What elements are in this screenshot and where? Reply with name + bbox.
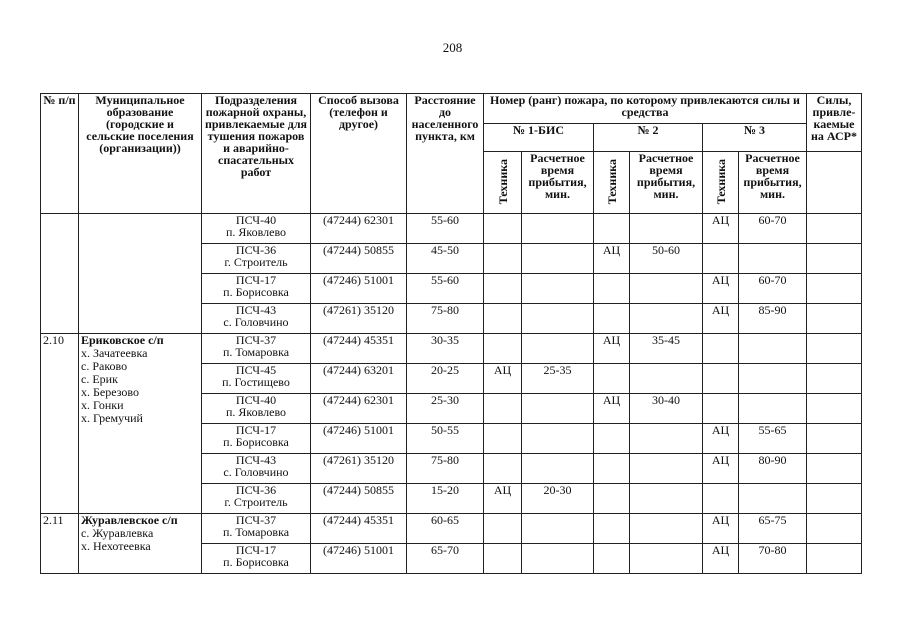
unit-name: ПСЧ-17 bbox=[235, 543, 277, 557]
arrival-1-cell bbox=[522, 454, 594, 484]
tech-2-cell bbox=[594, 454, 630, 484]
arrival-2-cell bbox=[630, 274, 703, 304]
unit-cell bbox=[202, 214, 311, 244]
header-asr-blank bbox=[807, 152, 862, 214]
unit-name: ПСЧ-40 bbox=[235, 213, 277, 227]
unit-cell bbox=[202, 304, 311, 334]
arrival-3-cell: 70-80 bbox=[739, 544, 807, 574]
distance-cell: 75-80 bbox=[407, 304, 484, 334]
tech-2-cell: АЦ bbox=[594, 334, 630, 364]
header-tech-3: Техника bbox=[703, 152, 739, 214]
row-number: 2.11 bbox=[41, 514, 79, 574]
unit-cell bbox=[202, 334, 311, 364]
tech-3-cell: АЦ bbox=[703, 544, 739, 574]
tech-1-cell bbox=[484, 514, 522, 544]
arrival-2-cell bbox=[630, 544, 703, 574]
phone-cell: (47261) 35120 bbox=[311, 454, 407, 484]
tech-2-cell bbox=[594, 364, 630, 394]
unit-location: п. Борисовка bbox=[223, 285, 289, 299]
distance-cell: 55-60 bbox=[407, 274, 484, 304]
distance-cell: 50-55 bbox=[407, 424, 484, 454]
tech-2-cell bbox=[594, 214, 630, 244]
unit-location: п. Томаровка bbox=[222, 525, 290, 539]
arrival-3-cell: 55-65 bbox=[739, 424, 807, 454]
phone-cell: (47244) 62301 bbox=[311, 214, 407, 244]
unit-name: ПСЧ-43 bbox=[235, 453, 277, 467]
arrival-2-cell: 35-45 bbox=[630, 334, 703, 364]
arrival-3-cell bbox=[739, 394, 807, 424]
asr-cell bbox=[807, 364, 862, 394]
distance-cell: 15-20 bbox=[407, 484, 484, 514]
arrival-2-cell: 50-60 bbox=[630, 244, 703, 274]
unit-cell bbox=[202, 544, 311, 574]
unit-cell bbox=[202, 394, 311, 424]
tech-3-cell bbox=[703, 364, 739, 394]
tech-1-cell bbox=[484, 454, 522, 484]
unit-cell bbox=[202, 484, 311, 514]
header-rank: Номер (ранг) пожара, по которому привлекаются силы и средства bbox=[484, 94, 807, 124]
settlement-name: х. Нехотеевка bbox=[81, 539, 151, 553]
tech-3-cell: АЦ bbox=[703, 424, 739, 454]
phone-cell: (47244) 50855 bbox=[311, 484, 407, 514]
settlement-name: х. Березово bbox=[81, 385, 139, 399]
arrival-2-cell bbox=[630, 454, 703, 484]
municipal-cell bbox=[79, 334, 202, 514]
tech-3-cell bbox=[703, 484, 739, 514]
tech-2-cell: АЦ bbox=[594, 394, 630, 424]
header-arrival-3: Расчетное время прибытия, мин. bbox=[739, 152, 807, 214]
arrival-1-cell bbox=[522, 244, 594, 274]
unit-name: ПСЧ-43 bbox=[235, 303, 277, 317]
municipal-cell bbox=[79, 214, 202, 334]
tech-2-cell bbox=[594, 544, 630, 574]
header-tech-1: Техника bbox=[484, 152, 522, 214]
arrival-3-cell: 60-70 bbox=[739, 214, 807, 244]
arrival-2-cell bbox=[630, 214, 703, 244]
tech-2-cell bbox=[594, 514, 630, 544]
table-row bbox=[41, 514, 862, 544]
arrival-3-cell bbox=[739, 364, 807, 394]
arrival-1-cell bbox=[522, 274, 594, 304]
arrival-2-cell: 30-40 bbox=[630, 394, 703, 424]
arrival-1-cell bbox=[522, 394, 594, 424]
arrival-3-cell: 80-90 bbox=[739, 454, 807, 484]
tech-2-cell bbox=[594, 484, 630, 514]
tech-1-cell bbox=[484, 214, 522, 244]
header-units: Подразделения пожарной охраны, привлекаемые для тушения пожаров и аварийно-спасательных работ bbox=[202, 94, 311, 214]
unit-location: п. Томаровка bbox=[222, 345, 290, 359]
tech-2-cell bbox=[594, 304, 630, 334]
fire-resources-table bbox=[40, 93, 862, 574]
distance-cell: 60-65 bbox=[407, 514, 484, 544]
distance-cell: 65-70 bbox=[407, 544, 484, 574]
unit-name: ПСЧ-17 bbox=[235, 273, 277, 287]
phone-cell: (47246) 51001 bbox=[311, 424, 407, 454]
header-tech-2: Техника bbox=[594, 152, 630, 214]
tech-1-cell bbox=[484, 304, 522, 334]
tech-1-cell bbox=[484, 334, 522, 364]
unit-name: ПСЧ-45 bbox=[235, 363, 277, 377]
tech-1-cell bbox=[484, 424, 522, 454]
arrival-1-cell: 20-30 bbox=[522, 484, 594, 514]
header-num: № п/п bbox=[41, 94, 79, 214]
distance-cell: 20-25 bbox=[407, 364, 484, 394]
unit-location: г. Строитель bbox=[224, 255, 288, 269]
unit-cell bbox=[202, 424, 311, 454]
distance-cell: 25-30 bbox=[407, 394, 484, 424]
municipal-name: Ериковское с/п bbox=[81, 333, 164, 347]
row-number bbox=[41, 214, 79, 334]
arrival-1-cell bbox=[522, 544, 594, 574]
arrival-3-cell: 65-75 bbox=[739, 514, 807, 544]
settlement-name: х. Гонки bbox=[81, 398, 124, 412]
tech-1-cell bbox=[484, 394, 522, 424]
asr-cell bbox=[807, 304, 862, 334]
municipal-name: Журавлевское с/п bbox=[81, 513, 178, 527]
phone-cell: (47244) 45351 bbox=[311, 334, 407, 364]
arrival-3-cell bbox=[739, 334, 807, 364]
unit-location: с. Головчино bbox=[223, 465, 289, 479]
arrival-3-cell bbox=[739, 484, 807, 514]
asr-cell bbox=[807, 484, 862, 514]
tech-1-cell bbox=[484, 544, 522, 574]
arrival-1-cell bbox=[522, 514, 594, 544]
header-rank3: № 3 bbox=[703, 124, 807, 152]
unit-name: ПСЧ-37 bbox=[235, 513, 277, 527]
settlement-name: с. Раково bbox=[81, 359, 128, 373]
unit-name: ПСЧ-40 bbox=[235, 393, 277, 407]
unit-location: г. Строитель bbox=[224, 495, 288, 509]
settlement-name: х. Гремучий bbox=[81, 411, 143, 425]
asr-cell bbox=[807, 454, 862, 484]
asr-cell bbox=[807, 274, 862, 304]
header-rank1: № 1-БИС bbox=[484, 124, 594, 152]
unit-name: ПСЧ-36 bbox=[235, 243, 277, 257]
header-arrival-1: Расчетное время прибытия, мин. bbox=[522, 152, 594, 214]
phone-cell: (47244) 62301 bbox=[311, 394, 407, 424]
unit-cell bbox=[202, 514, 311, 544]
asr-cell bbox=[807, 514, 862, 544]
distance-cell: 30-35 bbox=[407, 334, 484, 364]
tech-3-cell: АЦ bbox=[703, 304, 739, 334]
phone-cell: (47246) 51001 bbox=[311, 544, 407, 574]
tech-3-cell: АЦ bbox=[703, 214, 739, 244]
distance-cell: 45-50 bbox=[407, 244, 484, 274]
tech-3-cell: АЦ bbox=[703, 274, 739, 304]
arrival-2-cell bbox=[630, 304, 703, 334]
settlement-name: х. Зачатеевка bbox=[81, 346, 148, 360]
unit-name: ПСЧ-37 bbox=[235, 333, 277, 347]
row-number: 2.10 bbox=[41, 334, 79, 514]
tech-1-cell: АЦ bbox=[484, 484, 522, 514]
distance-cell: 55-60 bbox=[407, 214, 484, 244]
municipal-cell bbox=[79, 514, 202, 574]
tech-3-cell bbox=[703, 334, 739, 364]
arrival-2-cell bbox=[630, 514, 703, 544]
arrival-3-cell bbox=[739, 244, 807, 274]
arrival-1-cell bbox=[522, 304, 594, 334]
unit-cell bbox=[202, 364, 311, 394]
header-municipal: Муниципальное образование (городские и сельские поселения (организации)) bbox=[79, 94, 202, 214]
tech-3-cell bbox=[703, 244, 739, 274]
tech-1-cell: АЦ bbox=[484, 364, 522, 394]
arrival-2-cell bbox=[630, 484, 703, 514]
arrival-3-cell: 85-90 bbox=[739, 304, 807, 334]
tech-3-cell: АЦ bbox=[703, 454, 739, 484]
phone-cell: (47244) 45351 bbox=[311, 514, 407, 544]
unit-location: п. Борисовка bbox=[223, 435, 289, 449]
arrival-1-cell bbox=[522, 214, 594, 244]
unit-location: п. Яковлево bbox=[225, 225, 287, 239]
tech-1-cell bbox=[484, 274, 522, 304]
header-rank2: № 2 bbox=[594, 124, 703, 152]
header-distance: Расстояние до населенного пункта, км bbox=[407, 94, 484, 214]
arrival-1-cell bbox=[522, 424, 594, 454]
unit-name: ПСЧ-17 bbox=[235, 423, 277, 437]
arrival-1-cell: 25-35 bbox=[522, 364, 594, 394]
unit-location: с. Головчино bbox=[223, 315, 289, 329]
asr-cell bbox=[807, 214, 862, 244]
unit-name: ПСЧ-36 bbox=[235, 483, 277, 497]
unit-location: п. Яковлево bbox=[225, 405, 287, 419]
header-call: Способ вызова (телефон и другое) bbox=[311, 94, 407, 214]
asr-cell bbox=[807, 394, 862, 424]
tech-2-cell: АЦ bbox=[594, 244, 630, 274]
asr-cell bbox=[807, 544, 862, 574]
unit-location: п. Борисовка bbox=[223, 555, 289, 569]
unit-location: п. Гостищево bbox=[222, 375, 290, 389]
settlement-name: с. Журавлевка bbox=[81, 526, 154, 540]
tech-3-cell bbox=[703, 394, 739, 424]
distance-cell: 75-80 bbox=[407, 454, 484, 484]
tech-2-cell bbox=[594, 424, 630, 454]
phone-cell: (47244) 63201 bbox=[311, 364, 407, 394]
asr-cell bbox=[807, 424, 862, 454]
arrival-1-cell bbox=[522, 334, 594, 364]
unit-cell bbox=[202, 274, 311, 304]
page-number: 208 bbox=[442, 40, 463, 55]
header-arrival-2: Расчетное время прибытия, мин. bbox=[630, 152, 703, 214]
phone-cell: (47246) 51001 bbox=[311, 274, 407, 304]
unit-cell bbox=[202, 244, 311, 274]
asr-cell bbox=[807, 334, 862, 364]
tech-1-cell bbox=[484, 244, 522, 274]
phone-cell: (47244) 50855 bbox=[311, 244, 407, 274]
settlement-name: с. Ерик bbox=[81, 372, 118, 386]
asr-cell bbox=[807, 244, 862, 274]
arrival-2-cell bbox=[630, 424, 703, 454]
arrival-2-cell bbox=[630, 364, 703, 394]
tech-2-cell bbox=[594, 274, 630, 304]
arrival-3-cell: 60-70 bbox=[739, 274, 807, 304]
unit-cell bbox=[202, 454, 311, 484]
phone-cell: (47261) 35120 bbox=[311, 304, 407, 334]
table-row bbox=[41, 334, 862, 364]
table-row bbox=[41, 214, 862, 244]
tech-3-cell: АЦ bbox=[703, 514, 739, 544]
header-asr: Силы, привле-каемые на АСР* bbox=[807, 94, 862, 152]
